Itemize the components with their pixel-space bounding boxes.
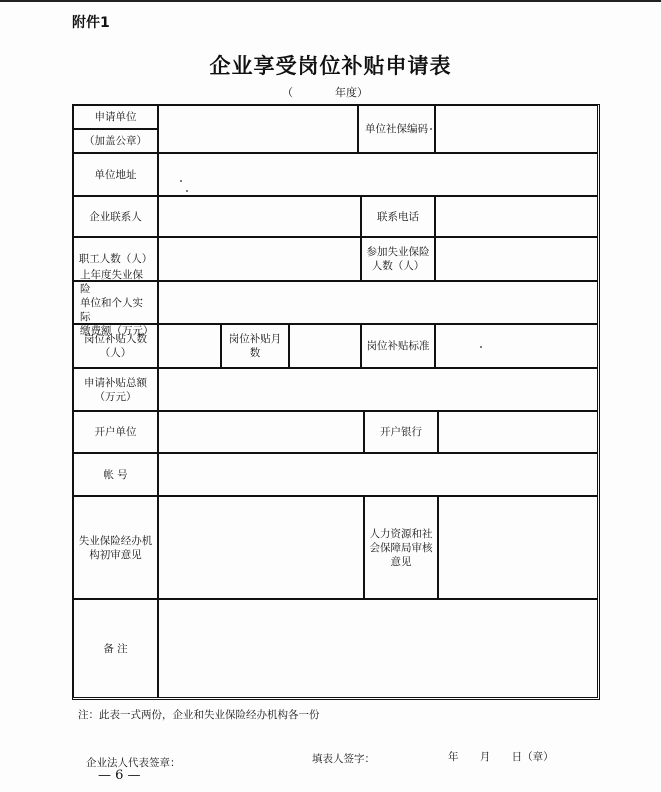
subsidy-months-label: 岗位补贴月数	[228, 333, 282, 359]
lastyear-field[interactable]	[158, 281, 598, 324]
contact-label-cell	[73, 196, 158, 237]
stamp-label-cell	[73, 129, 158, 153]
subsidy-standard-label-cell	[361, 324, 435, 368]
year-label: 年度）	[335, 86, 368, 99]
address-label-cell	[73, 153, 158, 196]
filler-signature-label: 填表人签字：	[312, 753, 375, 765]
agency-opinion-label-line2: 构初审意见	[89, 548, 142, 561]
contact-field[interactable]	[158, 196, 361, 237]
subsidy-people-label-cell	[73, 324, 158, 368]
bank-unit-label-cell	[73, 411, 158, 453]
bank-field[interactable]	[438, 411, 598, 453]
social-code-field[interactable]	[435, 105, 598, 153]
subsidy-standard-label: 岗位补贴标准	[366, 340, 430, 352]
hr-opinion-label-line2: 会保障局审核	[369, 541, 433, 554]
year-line	[282, 84, 368, 100]
hr-opinion-label-cell	[364, 496, 438, 599]
phone-label: 联系电话	[377, 210, 419, 223]
address-label: 单位地址	[94, 168, 137, 181]
applicant-unit-field[interactable]	[158, 105, 358, 153]
insured-label-cell	[361, 237, 435, 281]
insured-label-line1: 参加失业保险	[366, 246, 430, 258]
scan-speck	[186, 190, 188, 192]
subsidy-standard-field[interactable]	[435, 324, 598, 368]
application-form-table	[72, 104, 600, 700]
lastyear-label-cell	[73, 268, 158, 337]
remarks-label: 备 注	[103, 642, 128, 655]
address-field[interactable]	[158, 153, 598, 196]
form-title: 企业享受岗位补贴申请表	[209, 53, 452, 78]
account-field[interactable]	[158, 453, 598, 496]
contact-label: 企业联系人	[89, 210, 142, 223]
agency-opinion-label-cell	[73, 496, 158, 599]
total-field[interactable]	[158, 368, 598, 411]
bank-label: 开户银行	[380, 426, 422, 438]
attachment-label: 附件1	[72, 15, 110, 31]
agency-opinion-label-line1: 失业保险经办机	[78, 534, 153, 547]
lastyear-label-line1: 上年度失业保险	[80, 268, 143, 295]
applicant-unit-label: 申请单位	[94, 111, 137, 123]
insured-field[interactable]	[435, 237, 598, 281]
bank-unit-field[interactable]	[158, 411, 364, 453]
lastyear-label-line2: 单位和个人实际	[80, 296, 143, 323]
subsidy-people-label-line2: （人）	[99, 347, 132, 359]
hr-opinion-label-line3: 意见	[390, 555, 412, 568]
total-label-line2: （万元）	[94, 390, 137, 403]
bank-label-cell	[364, 411, 438, 453]
total-label-line1: 申请补贴总额	[84, 376, 147, 389]
agency-opinion-field[interactable]	[158, 496, 364, 599]
footnote: 注：此表一式两份，企业和失业保险经办机构各一份	[78, 709, 320, 721]
total-label-cell	[73, 368, 158, 411]
date-stamp-label: 年 月 日（章）	[448, 751, 554, 763]
scan-speck	[180, 180, 182, 182]
subsidy-months-label-cell	[221, 324, 289, 368]
employees-label: 职工人数（人）	[78, 253, 153, 265]
phone-label-cell	[361, 196, 435, 237]
account-label: 帐 号	[103, 468, 128, 481]
employees-field[interactable]	[158, 237, 361, 281]
account-label-cell	[73, 453, 158, 496]
scan-speck	[430, 128, 432, 130]
scan-speck	[480, 346, 482, 348]
legal-rep-signature-label: 企业法人代表签章：	[86, 757, 181, 769]
year-open-paren: （	[282, 86, 293, 99]
subsidy-months-field[interactable]	[289, 324, 361, 368]
social-code-label-cell	[358, 105, 435, 153]
top-border-line	[0, 0, 661, 2]
insured-label-line2: 人数（人）	[371, 260, 425, 272]
social-code-label: 单位社保编码	[365, 123, 428, 135]
subsidy-people-field[interactable]	[158, 324, 221, 368]
hr-opinion-field[interactable]	[438, 496, 598, 599]
lastyear-label-line3: 缴费额（万元）	[80, 324, 154, 337]
stamp-label: （加盖公章）	[84, 135, 147, 147]
phone-field[interactable]	[435, 196, 598, 237]
page-number: — 6 —	[98, 768, 141, 783]
remarks-label-cell	[73, 599, 158, 698]
applicant-unit-label-cell	[73, 105, 158, 129]
subsidy-people-label-line1: 岗位补贴人数	[84, 333, 147, 345]
remarks-field[interactable]	[158, 599, 598, 698]
hr-opinion-label-line1: 人力资源和社	[369, 527, 433, 540]
bank-unit-label: 开户单位	[94, 426, 137, 438]
